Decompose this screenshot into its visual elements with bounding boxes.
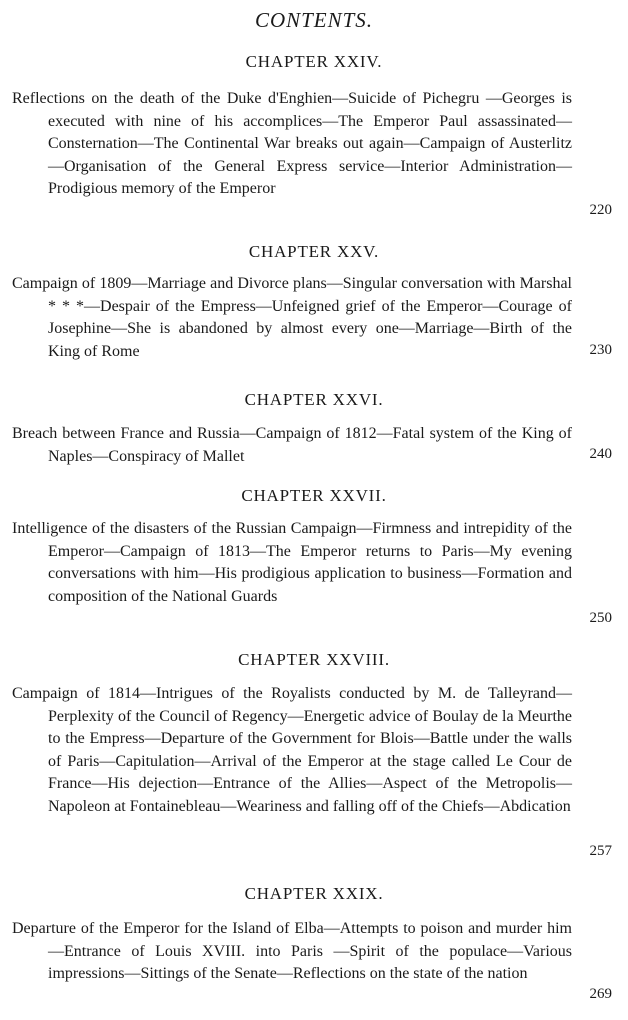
chapter-heading: CHAPTER XXIV. — [245, 52, 383, 71]
chapter-summary: Breach between France and Russia—Campaign of 1812—Fatal system of the King of Naples—Conspiracy of Mallet — [12, 425, 572, 465]
chapter-page-number: 257 — [589, 843, 612, 859]
page-title: CONTENTS. — [254, 8, 374, 32]
chapter-summary: Departure of the Emperor for the Island of Elba—Attempts to poison and murder him—Entrance of Louis XVIII. into Paris —Spirit of the populace—Various impressions—Sittings of the Senate—Reflections on the state of the nation — [12, 920, 572, 983]
chapter-summary: Campaign of 1809—Marriage and Divorce plans—Singular conversation with Marshal * * *—Despair of the Empress—Unfeigned grief of the Emperor—Courage of Josephine—She is abandoned by almost every one—Marriage—Birth of the King of Rome — [12, 275, 572, 360]
chapter-page-number: 250 — [589, 610, 612, 626]
chapter-summary: Reflections on the death of the Duke d'Enghien—Suicide of Pichegru —Georges is executed with nine of his accomplices—The Emperor Paul assassinated—Consternation—The Continental War breaks out again—Campaign of Austerlitz—Organisation of the General Express service—Interior Administration—Prodigious memory of the Emperor — [12, 90, 572, 198]
chapter-heading: CHAPTER XXVII. — [241, 486, 387, 505]
chapter-page-number: 240 — [589, 446, 612, 462]
chapter-heading: CHAPTER XXIX. — [244, 884, 384, 903]
chapter-heading: CHAPTER XXVIII. — [238, 650, 390, 669]
chapter-page-number: 230 — [589, 342, 612, 358]
chapter-heading: CHAPTER XXVI. — [244, 390, 384, 409]
chapter-summary: Intelligence of the disasters of the Russian Campaign—Firmness and intrepidity of the Emperor—Campaign of 1813—The Emperor returns to Paris—My evening conversations with him—His prodigious application to business—Formation and composition of the National Guards — [12, 520, 572, 605]
chapter-heading: CHAPTER XXV. — [248, 242, 380, 261]
chapter-summary: Campaign of 1814—Intrigues of the Royalists conducted by M. de Talleyrand—Perplexity of the Council of Regency—Energetic advice of Boulay de la Meurthe to the Empress—Departure of the Government for Blois—Battle under the walls of Paris—Capitulation—Arrival of the Emperor at the stage called Le Cour de France—His dejection—Entrance of the Allies—Aspect of the Metropolis—Napoleon at Fontainebleau—Weariness and falling off of the Chiefs—Abdication — [12, 685, 572, 815]
chapter-page-number: 269 — [589, 986, 612, 1002]
chapter-page-number: 220 — [589, 202, 612, 218]
